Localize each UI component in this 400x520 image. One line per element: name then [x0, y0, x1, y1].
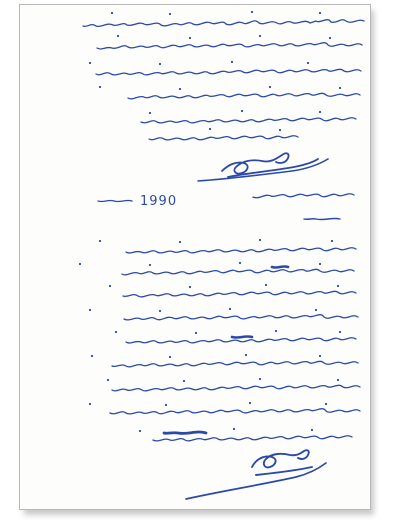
handwritten-letter-page: [19, 4, 371, 510]
handwriting-line: [122, 269, 354, 275]
paragraph-2: [79, 239, 360, 441]
handwriting-line: [110, 409, 360, 414]
handwriting-line: [126, 248, 356, 253]
handwriting-line: [112, 361, 358, 367]
handwriting-line: [149, 136, 298, 140]
handwriting-line: [96, 69, 361, 75]
date-line: [98, 194, 354, 220]
handwriting-line: [253, 194, 354, 198]
handwriting-line: [97, 43, 362, 49]
handwriting-line: [124, 315, 358, 320]
handwriting-line: [153, 436, 352, 441]
signature-underline: [198, 159, 328, 181]
diacritic-dots: [79, 239, 341, 432]
handwriting-line: [126, 338, 356, 343]
handwriting-line: [128, 93, 360, 99]
ink-emphasis: [272, 266, 288, 267]
handwriting-line: [98, 200, 132, 201]
paragraph-1: [83, 11, 364, 140]
date-underline: [304, 218, 340, 219]
signature-2: [186, 450, 326, 499]
signature-1: [198, 153, 328, 181]
handwriting-line: [123, 291, 356, 297]
handwriting-canvas: [20, 5, 371, 510]
diacritic-dots: [89, 11, 341, 131]
signature-scribble: [252, 450, 312, 475]
handwriting-line: [141, 118, 356, 123]
ink-emphasis: [232, 336, 252, 337]
date-year: 1990: [140, 194, 178, 209]
handwriting-line: [83, 20, 364, 27]
handwriting-line: [112, 385, 360, 391]
ink-emphasis: [164, 432, 206, 433]
